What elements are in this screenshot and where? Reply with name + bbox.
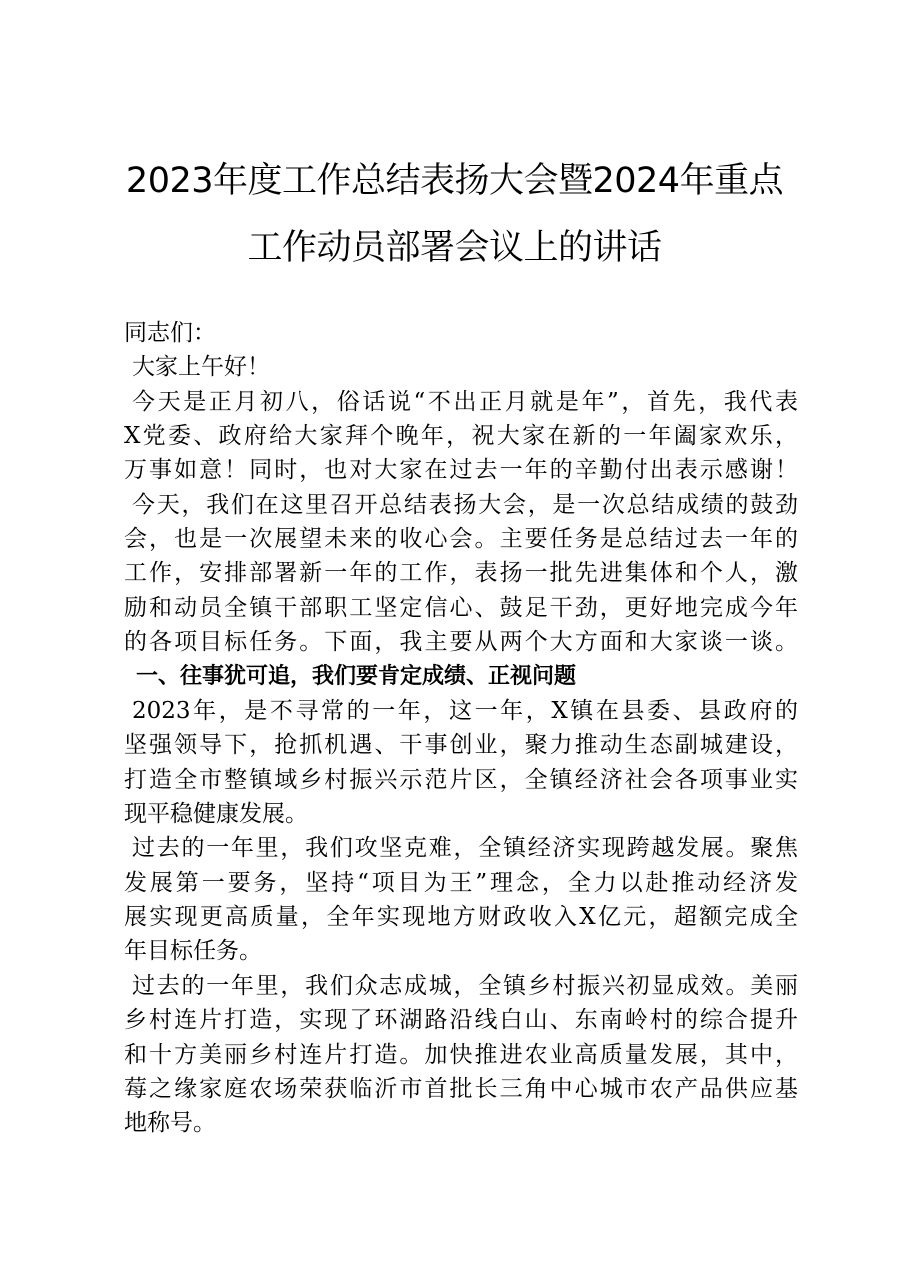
paragraph-line: 坚强领导下，抢抓机遇、干事创业，聚力推动生态副城建设， (124, 732, 798, 758)
paragraph-line: 2023年，是不寻常的一年，这一年，X镇在县委、县政府的 (132, 698, 798, 724)
paragraph-line: 工作，安排部署新一年的工作，表扬一批先进集体和个人，激 (124, 560, 798, 586)
paragraph-line: 展实现更高质量，全年实现地方财政收入X亿元，超额完成全 (124, 904, 798, 930)
paragraph-line: 过去的一年里，我们众志成城，全镇乡村振兴初显成效。美丽 (132, 973, 798, 999)
paragraph-line: 乡村连片打造，实现了环湖路沿线白山、东南岭村的综合提升 (124, 1007, 798, 1033)
paragraph-line: X党委、政府给大家拜个晚年，祝大家在新的一年阖家欢乐， (124, 423, 798, 449)
paragraph-line: 励和动员全镇干部职工坚定信心、鼓足干劲，更好地完成今年 (124, 595, 798, 621)
paragraph-line: 万事如意！同时，也对大家在过去一年的辛勤付出表示感谢！ (124, 457, 798, 483)
paragraph-line: 今天是正月初八，俗话说“不出正月就是年”，首先，我代表 (132, 389, 798, 415)
paragraph-line: 今天，我们在这里召开总结表扬大会，是一次总结成绩的鼓劲 (132, 492, 798, 518)
paragraph-line: 发展第一要务，坚持“项目为王”理念，全力以赴推动经济发 (124, 870, 798, 896)
paragraph-line: 地称号。 (124, 1110, 216, 1136)
paragraph-line: 年目标任务。 (124, 938, 262, 964)
paragraph-line: 打造全市整镇域乡村振兴示范片区，全镇经济社会各项事业实 (124, 767, 798, 793)
document-title-line-1: 2023年度工作总结表扬大会暨2024年重点 (125, 161, 784, 201)
paragraph-line: 现平稳健康发展。 (124, 801, 308, 827)
section-heading: 一、往事犹可追，我们要肯定成绩、正视问题 (136, 664, 577, 689)
document-title-line-2: 工作动员部署会议上的讲话 (247, 228, 662, 268)
paragraph-line: 过去的一年里，我们攻坚克难，全镇经济实现跨越发展。聚焦 (132, 835, 798, 861)
paragraph-line: 和十方美丽乡村连片打造。加快推进农业高质量发展，其中， (124, 1042, 798, 1068)
greeting: 大家上午好！ (132, 354, 270, 380)
paragraph-line: 莓之缘家庭农场荣获临沂市首批长三角中心城市农产品供应基 (124, 1076, 798, 1102)
salutation: 同志们： (124, 320, 216, 346)
paragraph-line: 的各项目标任务。下面，我主要从两个大方面和大家谈一谈。 (124, 629, 798, 655)
paragraph-line: 会，也是一次展望未来的收心会。主要任务是总结过去一年的 (124, 526, 798, 552)
